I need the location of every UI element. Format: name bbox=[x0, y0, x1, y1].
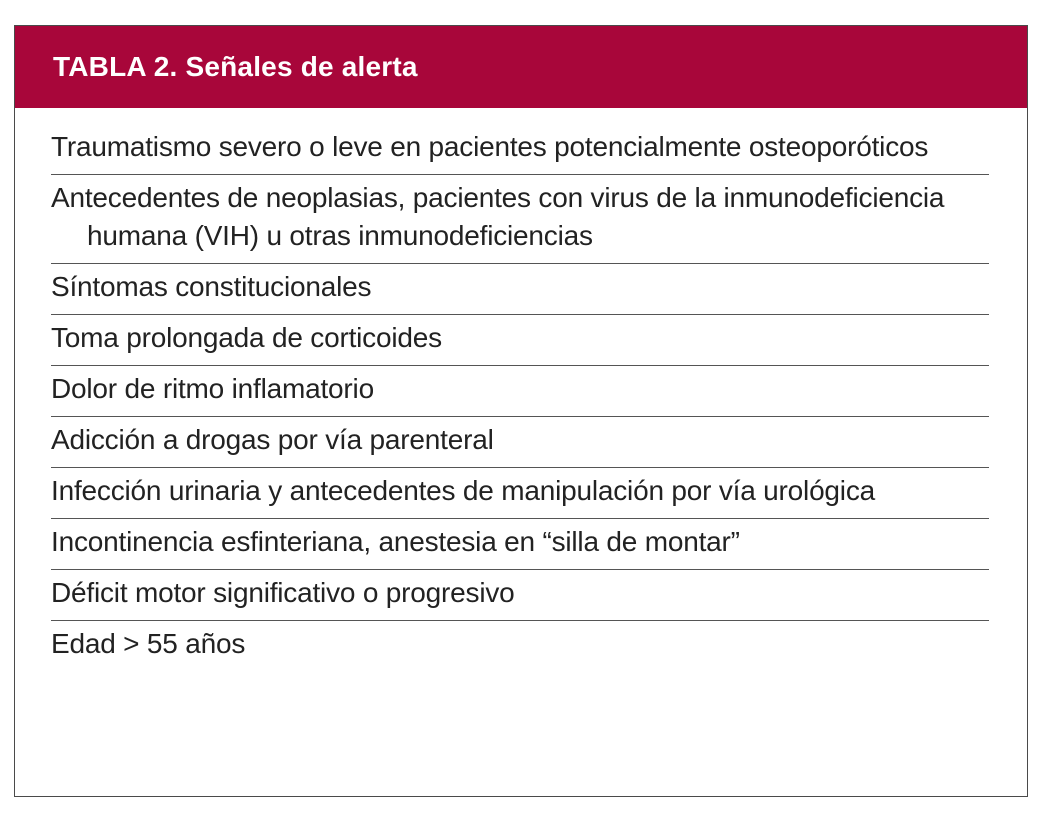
table-row: Adicción a drogas por vía parenteral bbox=[51, 417, 989, 468]
table-row: Incontinencia esfinteriana, anestesia en “silla de montar” bbox=[51, 519, 989, 570]
table-row: Edad > 55 años bbox=[51, 628, 246, 659]
alert-signs-table bbox=[14, 25, 1028, 797]
table-header bbox=[15, 26, 1027, 108]
table-title bbox=[53, 51, 418, 83]
table-row: Infección urinaria y antecedentes de manipulación por vía urológica bbox=[51, 468, 989, 519]
table-number-label: TABLA 2. bbox=[53, 51, 178, 82]
table-row: Síntomas constitucionales bbox=[51, 264, 989, 315]
table-row: Antecedentes de neoplasias, pacientes con virus de la inmunodeficiencia humana (VIH) u otras inmunodeficiencias bbox=[51, 175, 989, 264]
table-row: Déficit motor significativo o progresivo bbox=[51, 570, 989, 621]
table-row: Traumatismo severo o leve en pacientes potencialmente osteoporóticos bbox=[51, 124, 989, 175]
table-title-text: Señales de alerta bbox=[185, 51, 418, 82]
table-row: Toma prolongada de corticoides bbox=[51, 315, 989, 366]
table-row: Dolor de ritmo inflamatorio bbox=[51, 366, 989, 417]
table-rows bbox=[15, 108, 1027, 671]
